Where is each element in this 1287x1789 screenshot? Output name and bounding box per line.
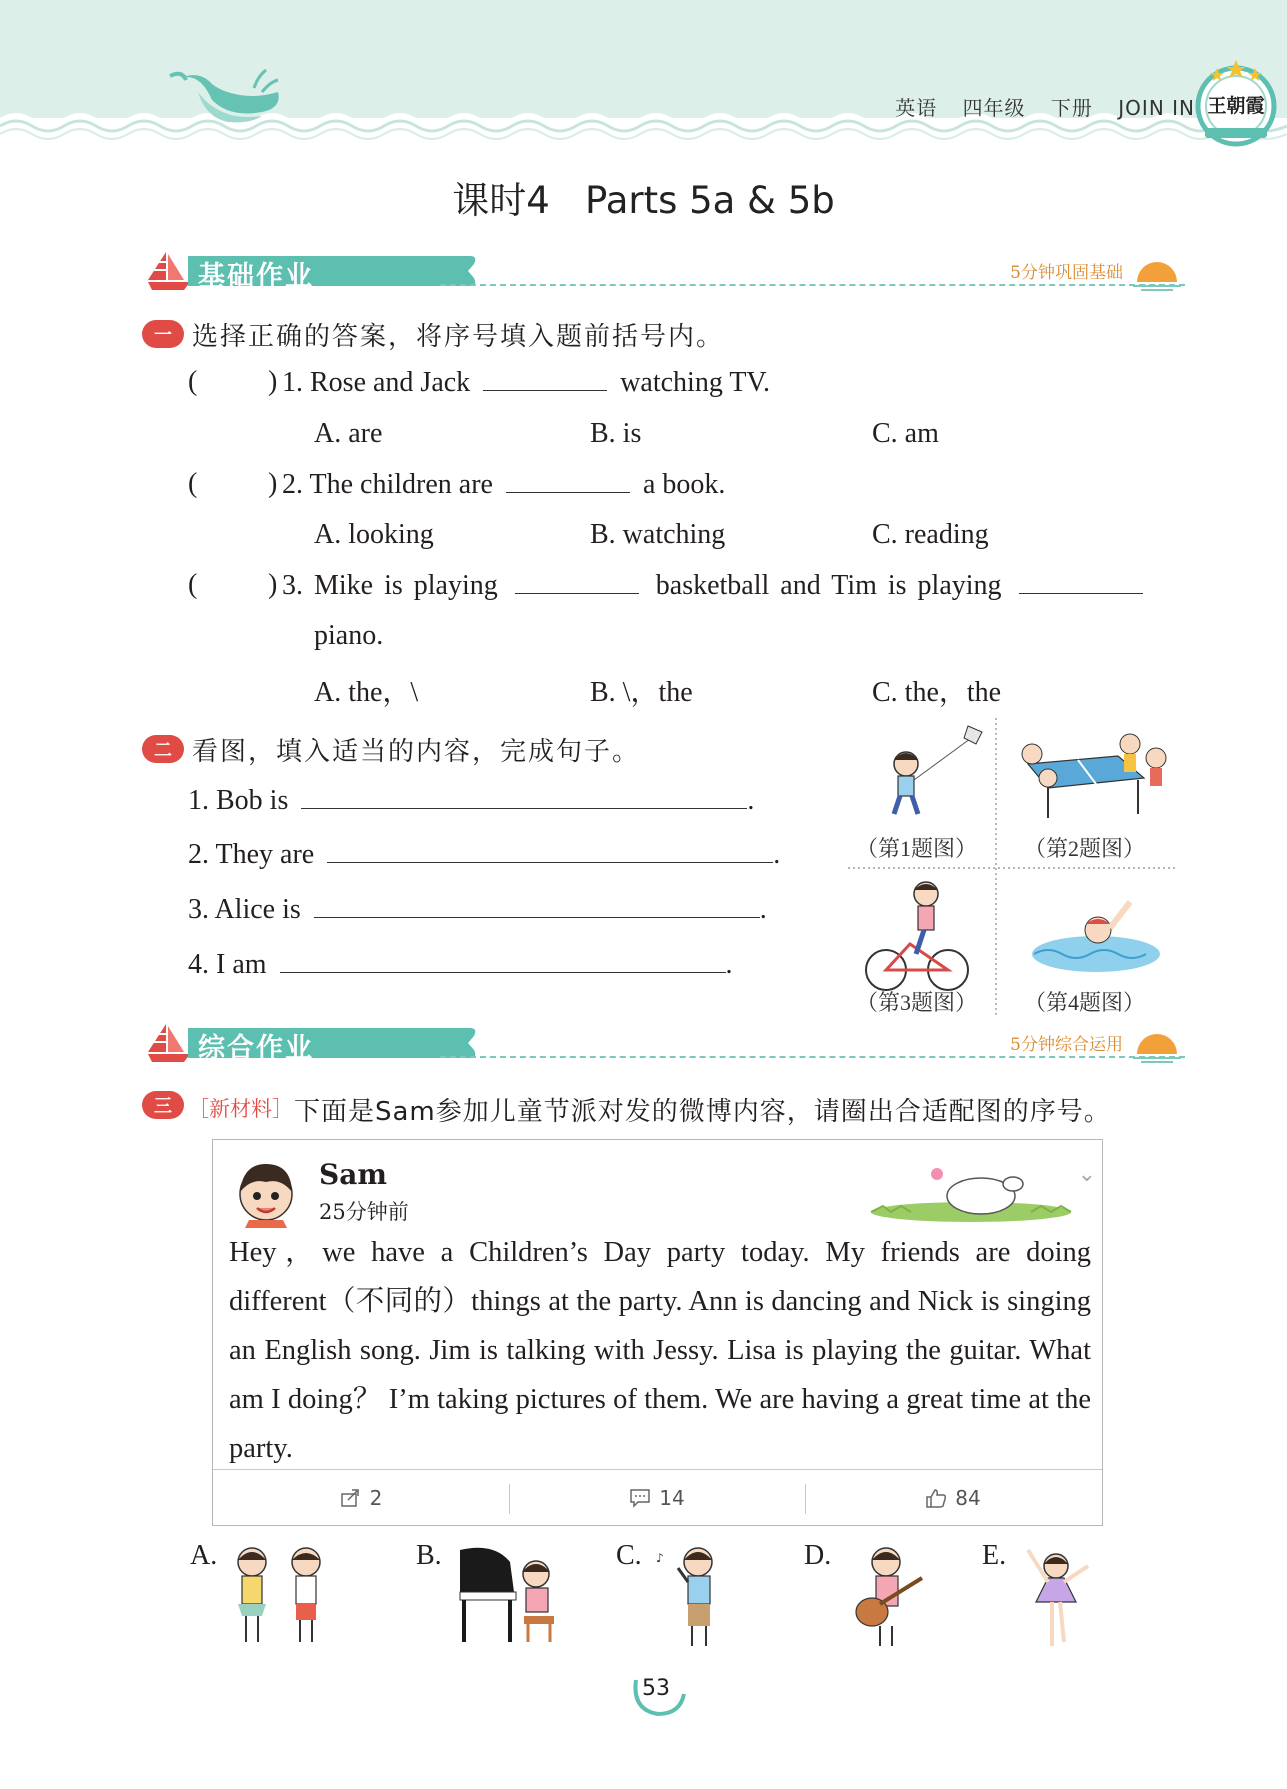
post-author: Sam bbox=[319, 1158, 387, 1191]
sunrise-icon bbox=[1129, 1022, 1185, 1064]
question-badge-1 bbox=[142, 320, 184, 348]
svg-text:一: 一 bbox=[154, 325, 172, 346]
q1-item1-paren-open: ( bbox=[188, 366, 198, 397]
q1-item3-continuation: piano. bbox=[314, 620, 384, 651]
header-subject: 英语 bbox=[895, 96, 938, 120]
option-e-label[interactable]: E. bbox=[982, 1540, 1007, 1571]
option-d-label[interactable]: D. bbox=[804, 1540, 832, 1571]
option-b-label[interactable]: B. bbox=[416, 1540, 442, 1571]
girl-playing-guitar-icon bbox=[842, 1542, 934, 1652]
page-number: 53 bbox=[642, 1676, 670, 1701]
header-grade: 四年级 bbox=[962, 96, 1026, 120]
q1-item3-paren-close: ) bbox=[268, 569, 278, 600]
section-divider bbox=[440, 1056, 1185, 1058]
q1-instruction: 选择正确的答案，将序号填入题前括号内。 bbox=[192, 322, 725, 352]
q1-item2-paren-close: ) bbox=[268, 468, 278, 499]
girl-riding-bike-icon bbox=[866, 882, 968, 990]
q2-caption-4: （第4题图） bbox=[1024, 990, 1146, 1015]
girl-dancing-ballet-icon bbox=[1018, 1542, 1098, 1652]
question-badge-2 bbox=[142, 735, 184, 763]
section-comprehensive-header bbox=[140, 1020, 1185, 1066]
q1-item1-option-c: C. am bbox=[872, 418, 939, 449]
q1-item2-stem: 2. The children are a book. bbox=[282, 469, 726, 500]
answer-blank[interactable] bbox=[483, 366, 607, 391]
girl-playing-piano-icon bbox=[454, 1542, 566, 1652]
share-icon bbox=[340, 1488, 362, 1508]
q2-picture-grid bbox=[848, 718, 1178, 1018]
child-swimming-icon bbox=[1032, 902, 1160, 972]
q1-item1-stem: 1. Rose and Jack watching TV. bbox=[282, 367, 771, 398]
question-badge-3 bbox=[142, 1091, 184, 1119]
q1-item3-option-b: B. \，the bbox=[590, 677, 693, 708]
q1-item1-paren-close: ) bbox=[268, 366, 278, 397]
q2-instruction: 看图，填入适当的内容，完成句子。 bbox=[192, 737, 641, 767]
bunny-on-grass-icon bbox=[861, 1156, 1081, 1226]
q1-item2-option-b: B. watching bbox=[590, 519, 726, 550]
share-count: 2 bbox=[369, 1486, 383, 1510]
answer-blank[interactable] bbox=[1019, 569, 1143, 594]
comment-count: 14 bbox=[659, 1486, 685, 1510]
boy-flying-kite-icon bbox=[894, 726, 982, 814]
children-playing-table-tennis-icon bbox=[1022, 734, 1166, 818]
section-basic-label: 基础作业 bbox=[198, 261, 314, 292]
answer-blank[interactable] bbox=[280, 948, 726, 973]
q2-sentence-2: 2. They are . bbox=[188, 839, 781, 870]
section-divider bbox=[440, 284, 1185, 286]
q1-item2-paren-open: ( bbox=[188, 468, 198, 499]
option-a-label[interactable]: A. bbox=[190, 1540, 218, 1571]
section-comprehensive-label: 综合作业 bbox=[198, 1033, 314, 1064]
svg-text:♪: ♪ bbox=[656, 1551, 664, 1565]
header-series: JOIN IN bbox=[1118, 96, 1195, 120]
answer-blank[interactable] bbox=[314, 893, 760, 918]
lesson-title: 课时4 Parts 5a & 5b bbox=[452, 179, 835, 222]
q1-item3-option-c: C. the，the bbox=[872, 677, 1002, 708]
header-meta bbox=[877, 92, 1195, 121]
two-kids-talking-icon bbox=[226, 1542, 334, 1652]
section-basic-header bbox=[140, 248, 1185, 294]
answer-blank[interactable] bbox=[327, 838, 773, 863]
q1-item3-stem: 3. Mike is playing basketball and Tim is playing bbox=[282, 569, 1177, 602]
answer-blank[interactable] bbox=[301, 784, 747, 809]
comment-icon bbox=[629, 1488, 651, 1508]
post-time: 25分钟前 bbox=[319, 1200, 409, 1224]
share-button[interactable] bbox=[213, 1470, 509, 1526]
q1-item3-paren-open: ( bbox=[188, 569, 198, 600]
weibo-post-card bbox=[212, 1139, 1103, 1526]
answer-blank[interactable] bbox=[515, 569, 639, 594]
q2-sentence-3: 3. Alice is . bbox=[188, 894, 767, 925]
boy-singing-icon bbox=[652, 1542, 732, 1652]
q2-sentence-1: 1. Bob is . bbox=[188, 785, 755, 816]
q2-caption-2: （第2题图） bbox=[1024, 836, 1146, 861]
post-body: Hey，we have a Children’s Day party today. My friends are doing different（不同的）things at the party. Ann is dancing and Nick is singing an English song. Jim is talking with Jessy. Lisa is playing the guitar. What am I doing？ I’m taking pictures of them. We are having a great time at the party. bbox=[229, 1237, 1091, 1464]
option-c-label[interactable]: C. bbox=[616, 1540, 642, 1571]
answer-blank[interactable] bbox=[506, 468, 630, 493]
q2-caption-1: （第1题图） bbox=[856, 836, 978, 861]
sunrise-icon bbox=[1129, 250, 1185, 292]
publisher-logo-icon bbox=[1195, 56, 1277, 150]
avatar bbox=[229, 1152, 303, 1228]
q1-item2-option-a: A. looking bbox=[314, 519, 434, 550]
section-comprehensive-hint: 5分钟综合运用 bbox=[1010, 1035, 1123, 1055]
like-button[interactable] bbox=[805, 1470, 1101, 1526]
q1-item3-option-a: A. the，\ bbox=[314, 677, 419, 708]
chevron-down-icon[interactable]: ⌄ bbox=[1077, 1162, 1096, 1187]
section-basic-hint: 5分钟巩固基础 bbox=[1010, 263, 1123, 283]
svg-text:二: 二 bbox=[154, 740, 172, 761]
q2-caption-3: （第3题图） bbox=[856, 990, 978, 1015]
thumbs-up-icon bbox=[925, 1488, 947, 1508]
q1-item1-option-a: A. are bbox=[314, 418, 383, 449]
q2-sentence-4: 4. I am . bbox=[188, 949, 733, 980]
q3-instruction: 下面是Sam参加儿童节派对发的微博内容，请圈出合适配图的序号。 bbox=[294, 1097, 1111, 1127]
header-volume: 下册 bbox=[1050, 96, 1093, 120]
q3-new-material-tag: ［新材料］ bbox=[188, 1097, 293, 1121]
q1-item2-option-c: C. reading bbox=[872, 519, 989, 550]
post-footer bbox=[213, 1469, 1102, 1526]
comment-button[interactable] bbox=[509, 1470, 805, 1526]
q1-item1-option-b: B. is bbox=[590, 418, 642, 449]
like-count: 84 bbox=[955, 1486, 981, 1510]
header-wave-band bbox=[0, 0, 1287, 150]
svg-text:三: 三 bbox=[154, 1096, 172, 1117]
svg-text:王朝霞: 王朝霞 bbox=[1207, 95, 1265, 117]
